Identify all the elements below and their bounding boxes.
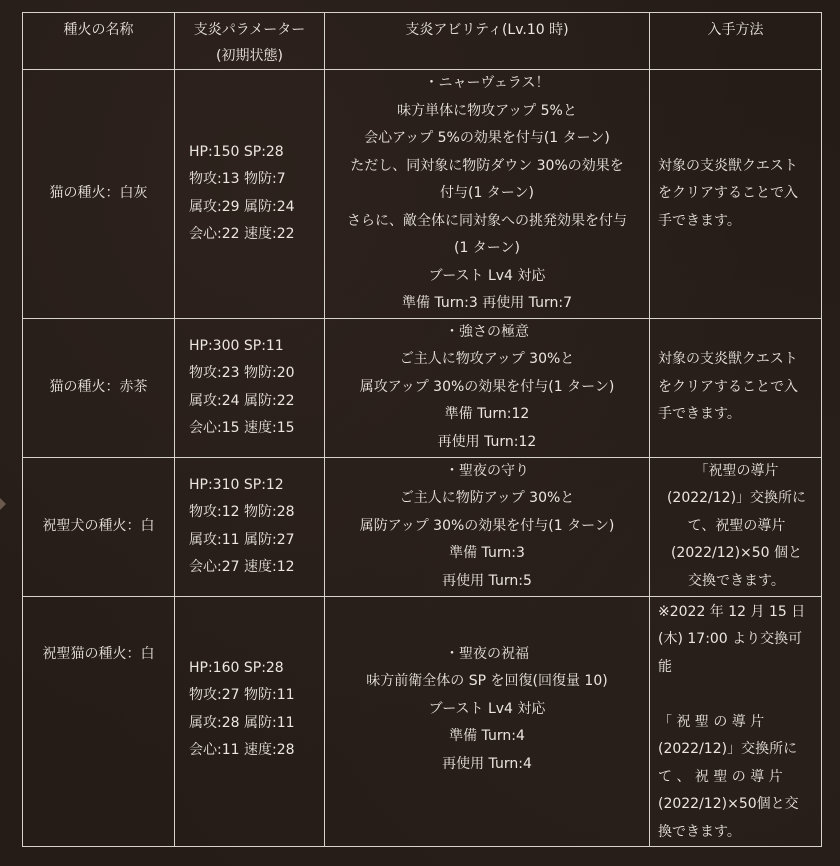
tinder-ability: ・聖夜の祝福 味方前衛全体の SP を回復(回復量 10) ブースト Lv4 対応 準備 Turn:4 再使用 Turn:4 xyxy=(325,596,650,847)
tinder-ability: ・強さの極意 ご主人に物攻アップ 30%と 属攻アップ 30%の効果を付与(1 ターン) 準備 Turn:12 再使用 Turn:12 xyxy=(325,318,650,457)
tinder-method: 対象の支炎獣クエスト をクリアすることで入 手できます。 xyxy=(650,70,822,319)
tinder-method: ※2022 年 12 月 15 日 (木) 17:00 より交換可 能 「 祝 聖 の 導 片 (2022/12)」交換所に て 、 祝 聖 の 導 片 (2022/12)×50個と交 換できます。 xyxy=(650,596,822,847)
tinder-name: 祝聖犬の種火：白 xyxy=(23,457,175,596)
tinder-name: 猫の種火：白灰 xyxy=(23,70,175,319)
tinder-table xyxy=(22,12,822,847)
exchange-notice: ※2022 年 12 月 15 日 xyxy=(658,603,806,620)
table-row xyxy=(23,70,822,319)
table-row xyxy=(23,596,822,847)
table-row xyxy=(23,318,822,457)
tinder-method: 「祝聖の導片 (2022/12)」交換所に て、祝聖の導片 (2022/12)×50 個と 交換できます。 xyxy=(650,457,822,596)
tinder-params: HP:300 SP:11 物攻:23 物防:20 属攻:24 属防:22 会心:15 速度:15 xyxy=(175,318,325,457)
header-name: 種火の名称 xyxy=(23,13,175,70)
tinder-ability: ・ニャーヴェラス！ 味方単体に物攻アップ 5%と 会心アップ 5%の効果を付与(1 ターン) ただし、同対象に物防ダウン 30%の効果を 付与(1 ターン) さらに、敵全体に同対象への挑発効果を付与 (1 ターン) ブースト Lv4 対応 準備 Turn:3 再使用 Turn:7 xyxy=(325,70,650,319)
table-row xyxy=(23,457,822,596)
tinder-params: HP:310 SP:12 物攻:12 物防:28 属攻:11 属防:27 会心:27 速度:12 xyxy=(175,457,325,596)
line-spacer xyxy=(658,681,815,709)
tinder-ability: ・聖夜の守り ご主人に物防アップ 30%と 属防アップ 30%の効果を付与(1 ターン) 準備 Turn:3 再使用 Turn:5 xyxy=(325,457,650,596)
header-ability: 支炎アビリティ(Lv.10 時) xyxy=(325,13,650,70)
scroll-left-arrow-icon xyxy=(0,498,6,510)
header-params: 支炎パラメーター (初期状態) xyxy=(175,13,325,70)
header-method: 入手方法 xyxy=(650,13,822,70)
tinder-name: 猫の種火：赤茶 xyxy=(23,318,175,457)
tinder-name: 祝聖猫の種火：白 xyxy=(23,596,175,847)
tinder-method: 対象の支炎獣クエスト をクリアすることで入 手できます。 xyxy=(650,318,822,457)
tinder-params: HP:150 SP:28 物攻:13 物防:7 属攻:29 属防:24 会心:22 速度:22 xyxy=(175,70,325,319)
tinder-params: HP:160 SP:28 物攻:27 物防:11 属攻:28 属防:11 会心:11 速度:28 xyxy=(175,596,325,847)
table-header-row xyxy=(23,13,822,70)
